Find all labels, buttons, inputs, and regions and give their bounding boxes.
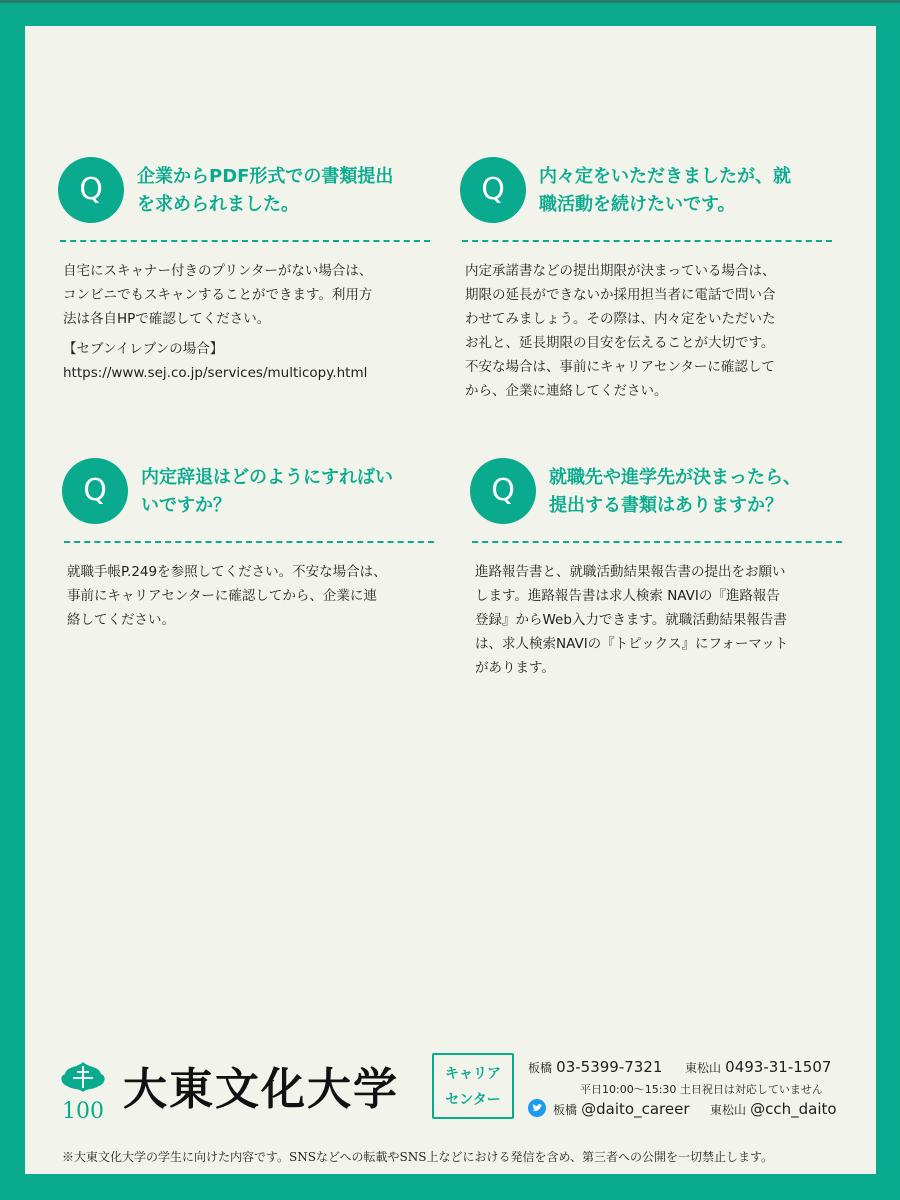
q-badge: Q bbox=[62, 458, 128, 524]
university-emblem-icon bbox=[53, 1058, 113, 1124]
dashed-divider bbox=[60, 240, 430, 242]
dashed-divider bbox=[64, 541, 434, 543]
higashimatsuyama-label: 東松山 bbox=[685, 1061, 722, 1075]
q-badge: Q bbox=[470, 458, 536, 524]
emblem-text: 100 bbox=[62, 1099, 104, 1124]
dashed-divider bbox=[472, 541, 842, 543]
twitter-higashimatsuyama-handle[interactable]: @cch_daito bbox=[750, 1100, 837, 1118]
answer-paragraph: 就職手帳P.249を参照してください。不安な場合は、 事前にキャリアセンターに確認してから、企業に連 絡してください。 bbox=[67, 564, 387, 628]
answer-text bbox=[63, 259, 418, 391]
university-logo-text: 大東文化大学 bbox=[123, 1064, 399, 1115]
answer-paragraph-link: 【セブンイレブンの場合】 https://www.sej.co.jp/services/multicopy.html bbox=[63, 341, 368, 381]
answer-text bbox=[67, 560, 422, 638]
question-title: 内定辞退はどのようにすればい いですか？ bbox=[141, 467, 393, 516]
answer-paragraph: 内定承諾書などの提出期限が決まっている場合は、 期限の延長ができないか採用担当者に電話で問い合 わせてみましょう。その際は、内々定をいただいた お礼と、延長期限の目安を伝えることが大切です。 不安な場合は、事前にキャリアセンターに確認して から、企業に連絡してください。 bbox=[465, 263, 776, 399]
twitter-icon bbox=[528, 1099, 546, 1117]
top-border bbox=[0, 0, 900, 3]
higashimatsuyama-phone-row bbox=[685, 1058, 831, 1076]
question-title: 就職先や進学先が決まったら、 提出する書類はありますか？ bbox=[549, 467, 801, 516]
answer-paragraph: 自宅にスキャナー付きのプリンターがない場合は、 コンビニでもスキャンすることができます。利用方 法は各自HPで確認してください。 bbox=[63, 263, 373, 327]
q-badge: Q bbox=[58, 157, 124, 223]
twitter-itabashi-handle[interactable]: @daito_career bbox=[581, 1100, 690, 1118]
answer-text bbox=[475, 560, 830, 686]
question-title: 企業からPDF形式での書類提出 を求められました。 bbox=[137, 166, 394, 215]
q-badge: Q bbox=[460, 157, 526, 223]
itabashi-phone: 03-5399-7321 bbox=[556, 1058, 663, 1076]
office-hours: 平日10:00～15:30 土日祝日は対応していません bbox=[580, 1083, 823, 1096]
answer-text bbox=[465, 259, 820, 409]
answer-paragraph: 進路報告書と、就職活動結果報告書の提出をお願い します。進路報告書は求人検索 NAVIの『進路報告 登録』からWeb入力できます。就職活動結果報告書 は、求人検索NAVIの『トピックス』にフォーマット があります。 bbox=[475, 564, 789, 676]
twitter-itabashi-row bbox=[553, 1100, 690, 1118]
twitter-higashimatsuyama-row bbox=[710, 1100, 837, 1118]
itabashi-label: 板橋 bbox=[528, 1061, 553, 1075]
higashimatsuyama-phone: 0493-31-1507 bbox=[725, 1058, 832, 1076]
career-center-label: キャリア センター bbox=[432, 1053, 514, 1119]
twitter-itabashi-label: 板橋 bbox=[553, 1103, 578, 1117]
itabashi-phone-row bbox=[528, 1058, 662, 1076]
twitter-higashimatsuyama-label: 東松山 bbox=[710, 1103, 747, 1117]
dashed-divider bbox=[462, 240, 832, 242]
disclaimer-text: ※大東文化大学の学生に向けた内容です。SNSなどへの転載やSNS上などにおける発信を含め、第三者への公開を一切禁止します。 bbox=[62, 1150, 774, 1164]
question-title: 内々定をいただきましたが、就 職活動を続けたいです。 bbox=[539, 166, 791, 215]
